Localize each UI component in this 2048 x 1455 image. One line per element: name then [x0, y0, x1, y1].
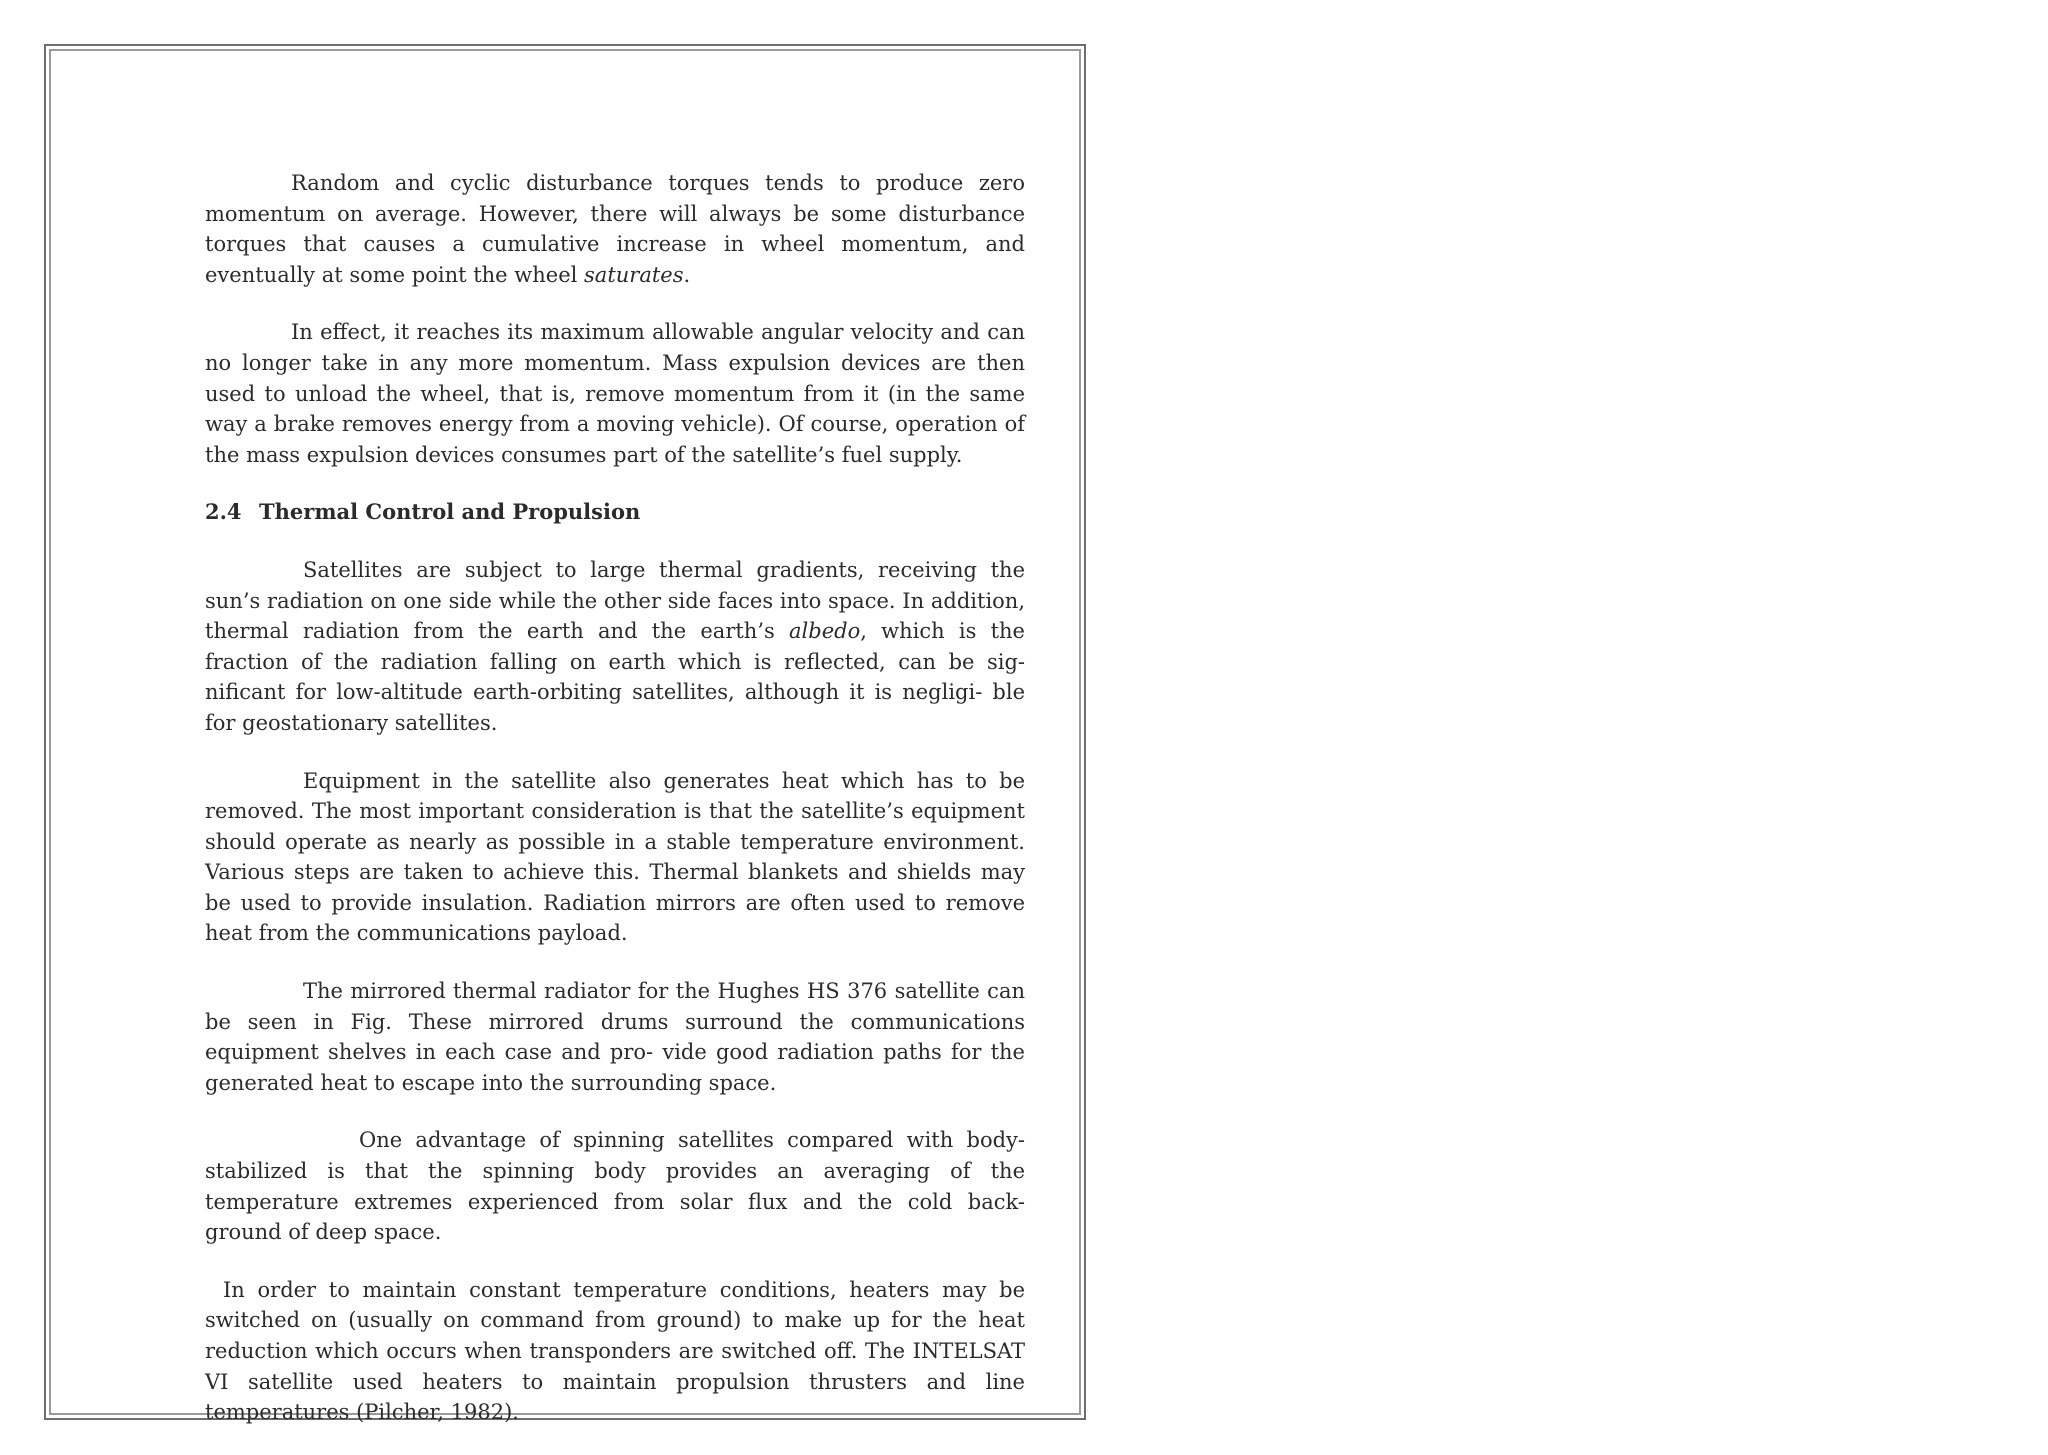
paragraph-mirrored-radiator: [205, 976, 1025, 1098]
paragraph-spinning-satellites: [205, 1125, 1025, 1247]
page-frame: [44, 44, 1086, 1425]
paragraph-text-end: .: [683, 262, 691, 287]
paragraph-thermal-gradients: [205, 555, 1025, 739]
section-title: Thermal Control and Propulsion: [259, 499, 641, 525]
paragraph-text: Random and cyclic disturbance torques tends to produce zero momentum on average. However, there will always be some disturbance torques that causes a cumulative increase in wheel momentum, and eventually at some point the wheel: [205, 171, 1025, 287]
section-number: 2.4: [205, 499, 242, 525]
paragraph-mass-expulsion: [205, 317, 1025, 470]
paragraph-equipment-heat: [205, 766, 1025, 950]
paragraph-text: In order to maintain constant temperature conditions, heaters may be switched on (usually on command from ground) to make up for the heat reduction which occurs when transponders are switched off. The INTELSAT VI satellite used heaters to maintain propulsion thrusters and line temperatures (Pilcher, 1982).: [205, 1277, 1025, 1425]
paragraph-heaters: [205, 1275, 1025, 1428]
section-heading: [205, 497, 1025, 528]
paragraph-disturbance-torques: [205, 168, 1025, 290]
italic-term-saturates: saturates: [584, 262, 684, 287]
paragraph-text-end: , which is the fraction of the radiation falling on earth which is reflected, can be sig- nificant for low-altitude earth-orbiting satellites, although it is negligi- ble for geostationary satellites.: [205, 619, 1025, 735]
italic-term-albedo: albedo: [789, 619, 861, 644]
document-body: [205, 168, 1025, 1455]
paragraph-text: Satellites are subject to large thermal gradients, receiving the sun’s radiation on one side while the other side faces into space. In addition, thermal radiation from the earth and the earth’s: [205, 557, 1025, 644]
paragraph-text: In effect, it reaches its maximum allowable angular velocity and can no longer take in any more momentum. Mass expulsion devices are then used to unload the wheel, that is, remove momentum from it (in the same way a brake removes energy from a moving vehicle). Of course, operation of the mass expulsion devices consumes part of the satellite’s fuel supply.: [205, 320, 1025, 467]
paragraph-text: One advantage of spinning satellites compared with body-stabilized is that the spinning body provides an averaging of the temperature extremes experienced from solar flux and the cold back- ground of deep space.: [205, 1128, 1025, 1245]
paragraph-text: Equipment in the satellite also generates heat which has to be removed. The most important consideration is that the satellite’s equipment should operate as nearly as possible in a stable temperature environment. Various steps are taken to achieve this. Thermal blankets and shields may be used to provide insulation. Radiation mirrors are often used to remove heat from the communications payload.: [205, 768, 1025, 946]
paragraph-text: The mirrored thermal radiator for the Hughes HS 376 satellite can be seen in Fig. These mirrored drums surround the communications equipment shelves in each case and pro- vide good radiation paths for the generated heat to escape into the surrounding space.: [205, 979, 1025, 1095]
